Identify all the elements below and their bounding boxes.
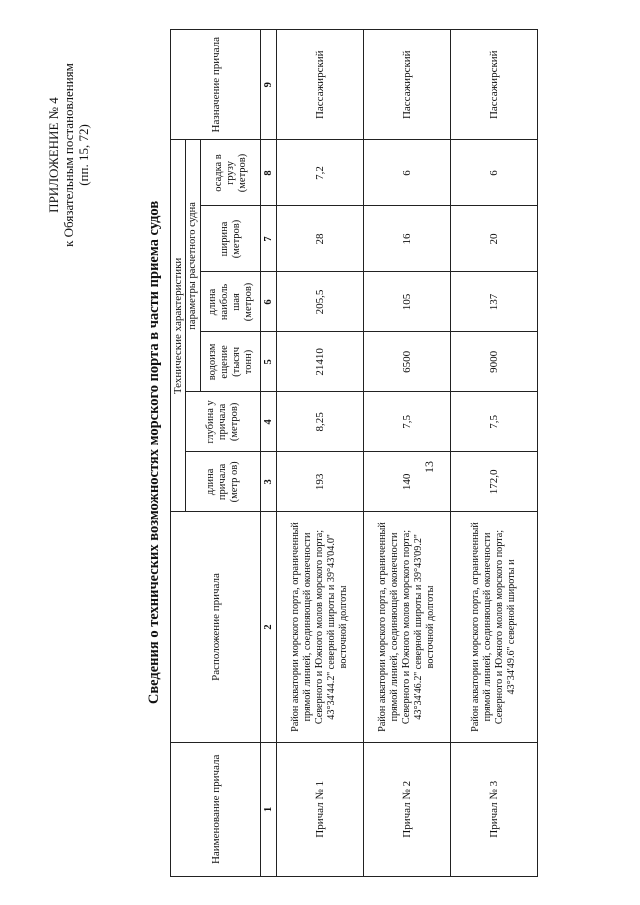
appendix-paragraphs: (пп. 15, 72) — [76, 124, 91, 186]
header-berth-depth: глубина у причала (метров) — [186, 392, 261, 452]
berth-location-cell: Район акватории морского порта, ограниченный прямой линией, соединяющей оконечности Северного и Южного молов морского порта; 43°34'44.2'' северной широты и 39°43'04.0'' восточной долготы — [277, 512, 364, 742]
header-displacement: водоизм ещение (тысяч тонн) — [201, 332, 261, 392]
berth-name-cell: Причал № 2 — [364, 742, 451, 876]
berth-depth-cell: 7,5 — [364, 392, 451, 452]
column-number-row — [261, 30, 277, 877]
document-title: Сведения о технических возможностях морского порта в части приема судов — [146, 200, 162, 705]
max-length-cell: 105 — [364, 272, 451, 332]
header-berth-purpose: Назначение причала — [171, 30, 261, 140]
column-number: 7 — [261, 206, 277, 272]
column-number: 2 — [261, 512, 277, 742]
berth-length-cell: 172,0 — [451, 452, 538, 512]
header-technical-characteristics: Технические характеристики — [171, 140, 186, 512]
purpose-cell: Пассажирский — [277, 30, 364, 140]
draft-cell: 7,2 — [277, 140, 364, 206]
width-cell: 16 — [364, 206, 451, 272]
appendix-reference: к Обязательным постановлениям — [61, 63, 76, 247]
header-berth-length: длина причала (метр ов) — [186, 452, 261, 512]
draft-cell: 6 — [364, 140, 451, 206]
column-number: 5 — [261, 332, 277, 392]
purpose-cell: Пассажирский — [364, 30, 451, 140]
column-number: 9 — [261, 30, 277, 140]
column-number: 1 — [261, 742, 277, 876]
width-cell: 28 — [277, 206, 364, 272]
header-width: ширина (метров) — [201, 206, 261, 272]
berth-capabilities-table — [170, 29, 538, 877]
max-length-cell: 205,5 — [277, 272, 364, 332]
displacement-cell: 21410 — [277, 332, 364, 392]
column-number: 3 — [261, 452, 277, 512]
displacement-cell: 6500 — [364, 332, 451, 392]
berth-depth-cell: 8,25 — [277, 392, 364, 452]
berth-location-cell: Район акватории морского порта, ограниченный прямой линией, соединяющей оконечности Северного и Южного молов морского порта; 43°34'49.6'' северной широты и — [451, 512, 538, 742]
berth-length-cell: 193 — [277, 452, 364, 512]
berth-name-cell: Причал № 1 — [277, 742, 364, 876]
berth-length-cell: 140 — [364, 452, 451, 512]
table-row — [451, 30, 538, 877]
header-max-length: длина наиболь шая (метров) — [201, 272, 261, 332]
purpose-cell: Пассажирский — [451, 30, 538, 140]
page-number: 13 — [422, 461, 436, 473]
displacement-cell: 9000 — [451, 332, 538, 392]
width-cell: 20 — [451, 206, 538, 272]
max-length-cell: 137 — [451, 272, 538, 332]
header-vessel-parameters: параметры расчетного судна — [186, 140, 201, 392]
appendix-title: ПРИЛОЖЕНИЕ № 4 — [46, 97, 61, 213]
header-berth-location: Расположение причала — [171, 512, 261, 742]
column-number: 6 — [261, 272, 277, 332]
column-number: 4 — [261, 392, 277, 452]
table-row — [277, 30, 364, 877]
column-number: 8 — [261, 140, 277, 206]
berth-name-cell: Причал № 3 — [451, 742, 538, 876]
berth-location-cell: Район акватории морского порта, ограниченный прямой линией, соединяющей оконечности Северного и Южного молов морского порта; 43°34'46.2'' северной широты и 39°43'09.2'' восточной долготы — [364, 512, 451, 742]
header-berth-name: Наименование причала — [171, 742, 261, 876]
appendix-header — [46, 45, 91, 265]
berth-depth-cell: 7,5 — [451, 392, 538, 452]
table-row — [364, 30, 451, 877]
draft-cell: 6 — [451, 140, 538, 206]
header-draft: осадка в грузу (метров) — [201, 140, 261, 206]
